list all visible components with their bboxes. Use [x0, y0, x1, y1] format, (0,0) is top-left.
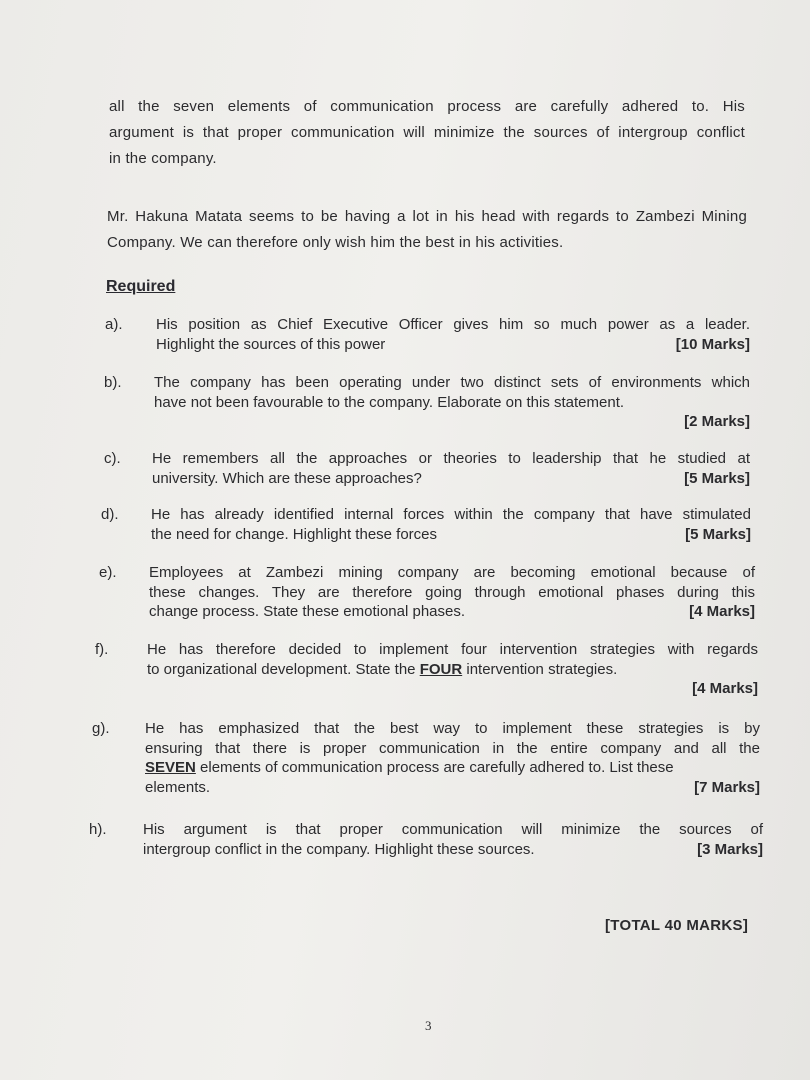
question-g-emphasis-seven: SEVEN — [145, 759, 196, 776]
question-e-line-2: these changes. They are therefore going through emotional phases during this — [149, 583, 755, 601]
intro-line-2: argument is that proper communication will minimize the sources of intergroup conflict — [109, 124, 745, 141]
question-f-line-2-end: intervention strategies. — [462, 660, 618, 678]
question-b-marks: [2 Marks] — [684, 413, 750, 430]
intro-line-3: in the company. — [109, 150, 217, 167]
question-g-line-2: ensuring that there is proper communication in the entire company and all the — [145, 739, 760, 757]
total-marks: [TOTAL 40 MARKS] — [605, 917, 749, 934]
question-d-line-1: He has already identified internal forces within the company that have stimulated — [151, 506, 751, 523]
question-h-line-2: intergroup conflict in the company. Highlight these sources. — [143, 840, 535, 858]
question-h-label: h). — [89, 821, 107, 838]
question-b-line-1: The company has been operating under two distinct sets of environments which — [154, 374, 750, 391]
question-f-marks: [4 Marks] — [692, 680, 758, 697]
paragraph-2 — [107, 204, 747, 256]
question-d-line-2: the need for change. Highlight these forces — [151, 525, 438, 543]
paragraph-2-line-2: Company. We can therefore only wish him the best in his activities. — [107, 234, 564, 251]
question-f-line-2-start: to organizational development. State the — [147, 660, 420, 678]
question-e-marks: [4 Marks] — [689, 603, 755, 620]
required-heading: Required — [106, 278, 176, 295]
page-number: 3 — [425, 1018, 432, 1033]
question-a-line-2: Highlight the sources of this power — [156, 335, 386, 353]
question-c-label: c). — [104, 450, 121, 467]
question-c-marks: [5 Marks] — [684, 469, 750, 487]
question-g-line-1: He has emphasized that the best way to implement these strategies is by — [145, 720, 760, 737]
question-a-marks: [10 Marks] — [675, 335, 750, 353]
question-f-line-1: He has therefore decided to implement four intervention strategies with regards — [147, 641, 758, 658]
question-g-marks: [7 Marks] — [694, 778, 760, 796]
question-d-label: d). — [101, 506, 119, 523]
intro-line-1: all the seven elements of communication process are carefully adhered to. His — [109, 98, 745, 115]
question-e-line-3: change process. State these emotional phases. — [149, 603, 466, 620]
question-e-label: e). — [99, 564, 117, 581]
question-f-label: f). — [95, 641, 109, 658]
question-d-marks: [5 Marks] — [685, 525, 751, 543]
intro-paragraph — [109, 94, 745, 172]
question-f-emphasis-four: FOUR — [419, 660, 463, 678]
question-g-label: g). — [92, 720, 110, 737]
question-e-line-1: Employees at Zambezi mining company are becoming emotional because of — [149, 564, 755, 581]
question-a-label: a). — [105, 316, 123, 333]
question-g-line-4: elements. — [145, 778, 211, 796]
question-c-line-1: He remembers all the approaches or theories to leadership that he studied at — [152, 450, 750, 467]
question-c-line-2: university. Which are these approaches? — [152, 469, 422, 487]
question-g-line-3: elements of communication process are carefully adhered to. List these — [195, 759, 674, 776]
question-h-line-1: His argument is that proper communication will minimize the sources of — [143, 821, 763, 838]
question-a-line-1: His position as Chief Executive Officer gives him so much power as a leader. — [156, 316, 750, 333]
question-b-label: b). — [104, 374, 122, 391]
question-b-line-2: have not been favourable to the company. Elaborate on this statement. — [154, 393, 625, 411]
paragraph-2-line-1: Mr. Hakuna Matata seems to be having a lot in his head with regards to Zambezi Mining — [107, 208, 747, 225]
question-h-marks: [3 Marks] — [697, 840, 763, 858]
